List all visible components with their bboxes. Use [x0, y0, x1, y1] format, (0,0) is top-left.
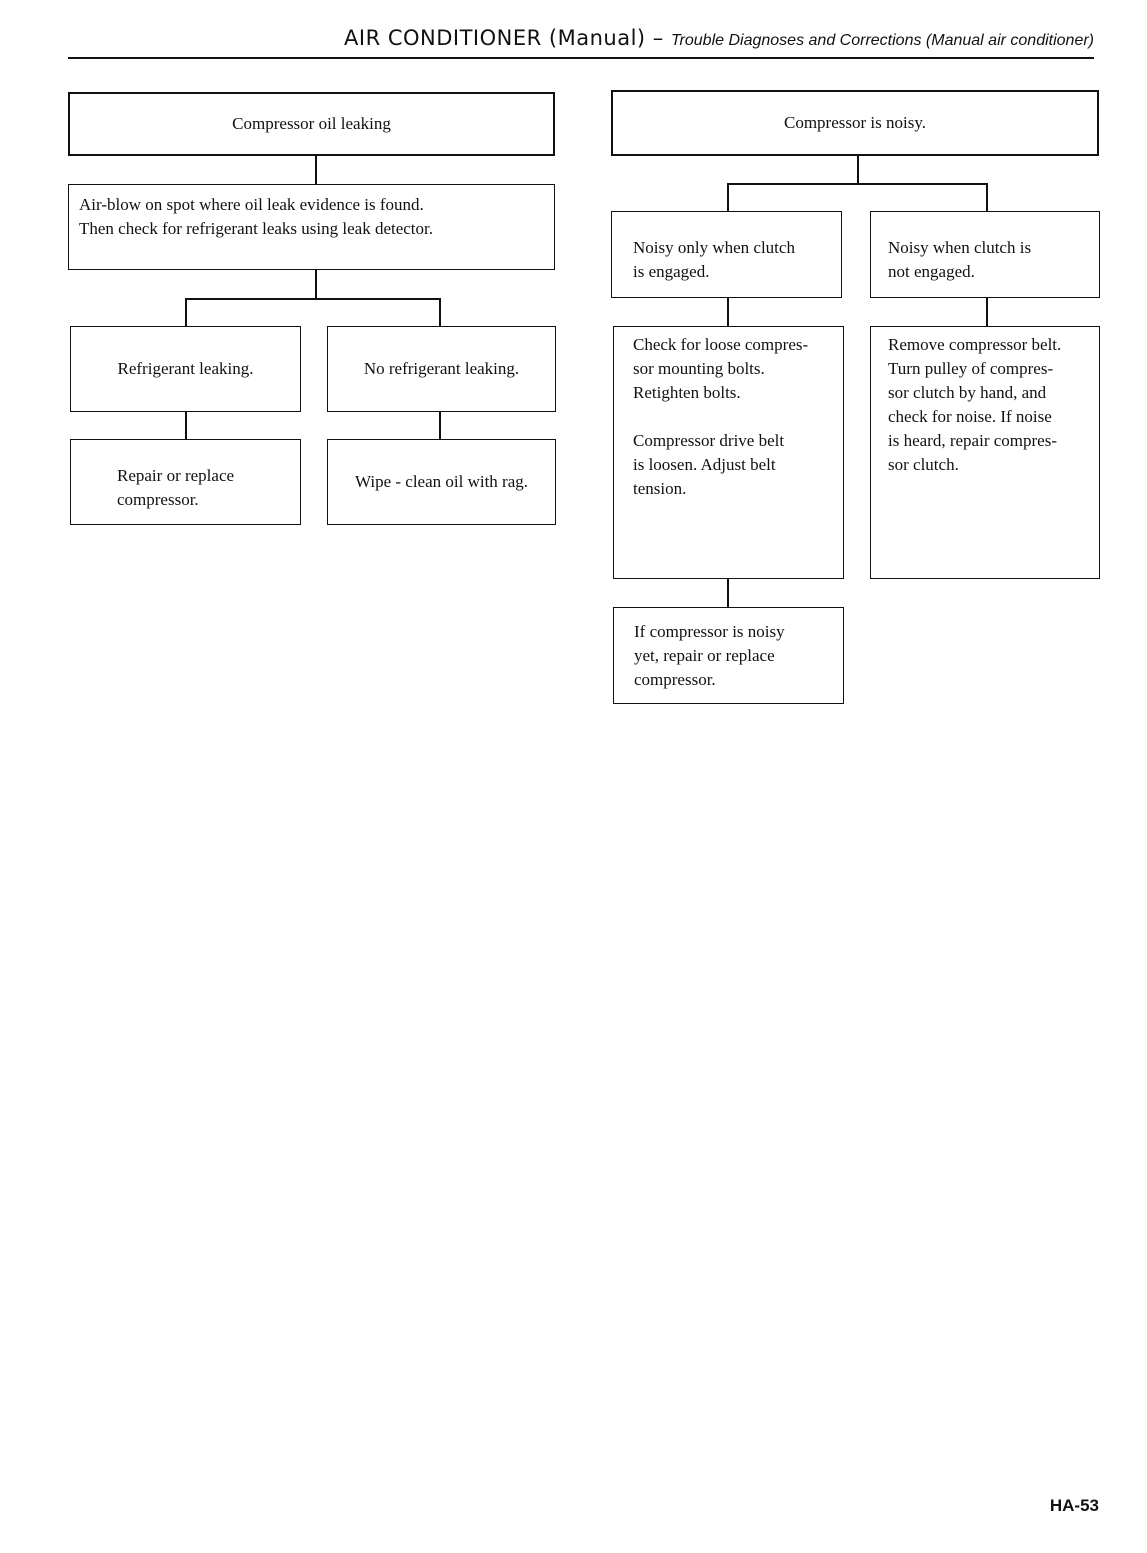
left-branch-b-text: No refrigerant leaking.	[363, 359, 520, 378]
connector	[857, 156, 859, 185]
left-branch-b-box	[327, 326, 556, 412]
right-branch-b-box	[870, 211, 1100, 298]
connector	[727, 579, 729, 608]
left-step1-text: Air-blow on spot where oil leak evidence is found. Then check for refrigerant leaks using leak detector.	[79, 195, 434, 238]
left-step1-box	[68, 184, 555, 270]
connector	[439, 298, 441, 327]
left-action-a-box	[70, 439, 301, 525]
left-root-text: Compressor oil leaking	[232, 114, 391, 133]
right-final-box	[613, 607, 844, 704]
connector	[986, 298, 988, 327]
connector	[185, 412, 187, 440]
page-header	[68, 26, 1094, 58]
connector	[439, 412, 441, 440]
right-action-b-text: Remove compressor belt. Turn pulley of compres- sor clutch by hand, and check for noise. If noise is heard, repair compres- sor clutch.	[888, 335, 1062, 474]
header-subtitle: Trouble Diagnoses and Corrections (Manual air conditioner)	[670, 32, 1094, 49]
right-action-a-box	[613, 326, 844, 579]
left-action-b-text: Wipe - clean oil with rag.	[354, 472, 529, 491]
connector	[315, 156, 317, 185]
right-branch-b-text: Noisy when clutch is not engaged.	[888, 238, 1032, 281]
right-root-box	[611, 90, 1099, 156]
connector	[727, 183, 988, 185]
page-number: HA-53	[1049, 1496, 1099, 1515]
connector	[986, 183, 988, 212]
left-action-b-box	[327, 439, 556, 525]
right-action-a-text: Check for loose compres- sor mounting bolts. Retighten bolts. Compressor drive belt is loosen. Adjust belt tension.	[633, 335, 809, 498]
connector	[315, 270, 317, 299]
header-rule	[68, 57, 1094, 59]
connector	[185, 298, 187, 327]
header-title: AIR CONDITIONER (Manual)	[344, 26, 646, 50]
header-dash: –	[645, 26, 671, 50]
left-branch-a-text: Refrigerant leaking.	[117, 359, 254, 378]
connector	[727, 183, 729, 212]
left-root-box	[68, 92, 555, 156]
connector	[185, 298, 441, 300]
connector	[727, 298, 729, 327]
left-branch-a-box	[70, 326, 301, 412]
right-branch-a-text: Noisy only when clutch is engaged.	[633, 238, 795, 281]
right-final-text: If compressor is noisy yet, repair or replace compressor.	[634, 622, 785, 689]
right-branch-a-box	[611, 211, 842, 298]
right-action-b-box	[870, 326, 1100, 579]
left-action-a-text: Repair or replace compressor.	[117, 466, 235, 509]
right-root-text: Compressor is noisy.	[784, 113, 926, 132]
